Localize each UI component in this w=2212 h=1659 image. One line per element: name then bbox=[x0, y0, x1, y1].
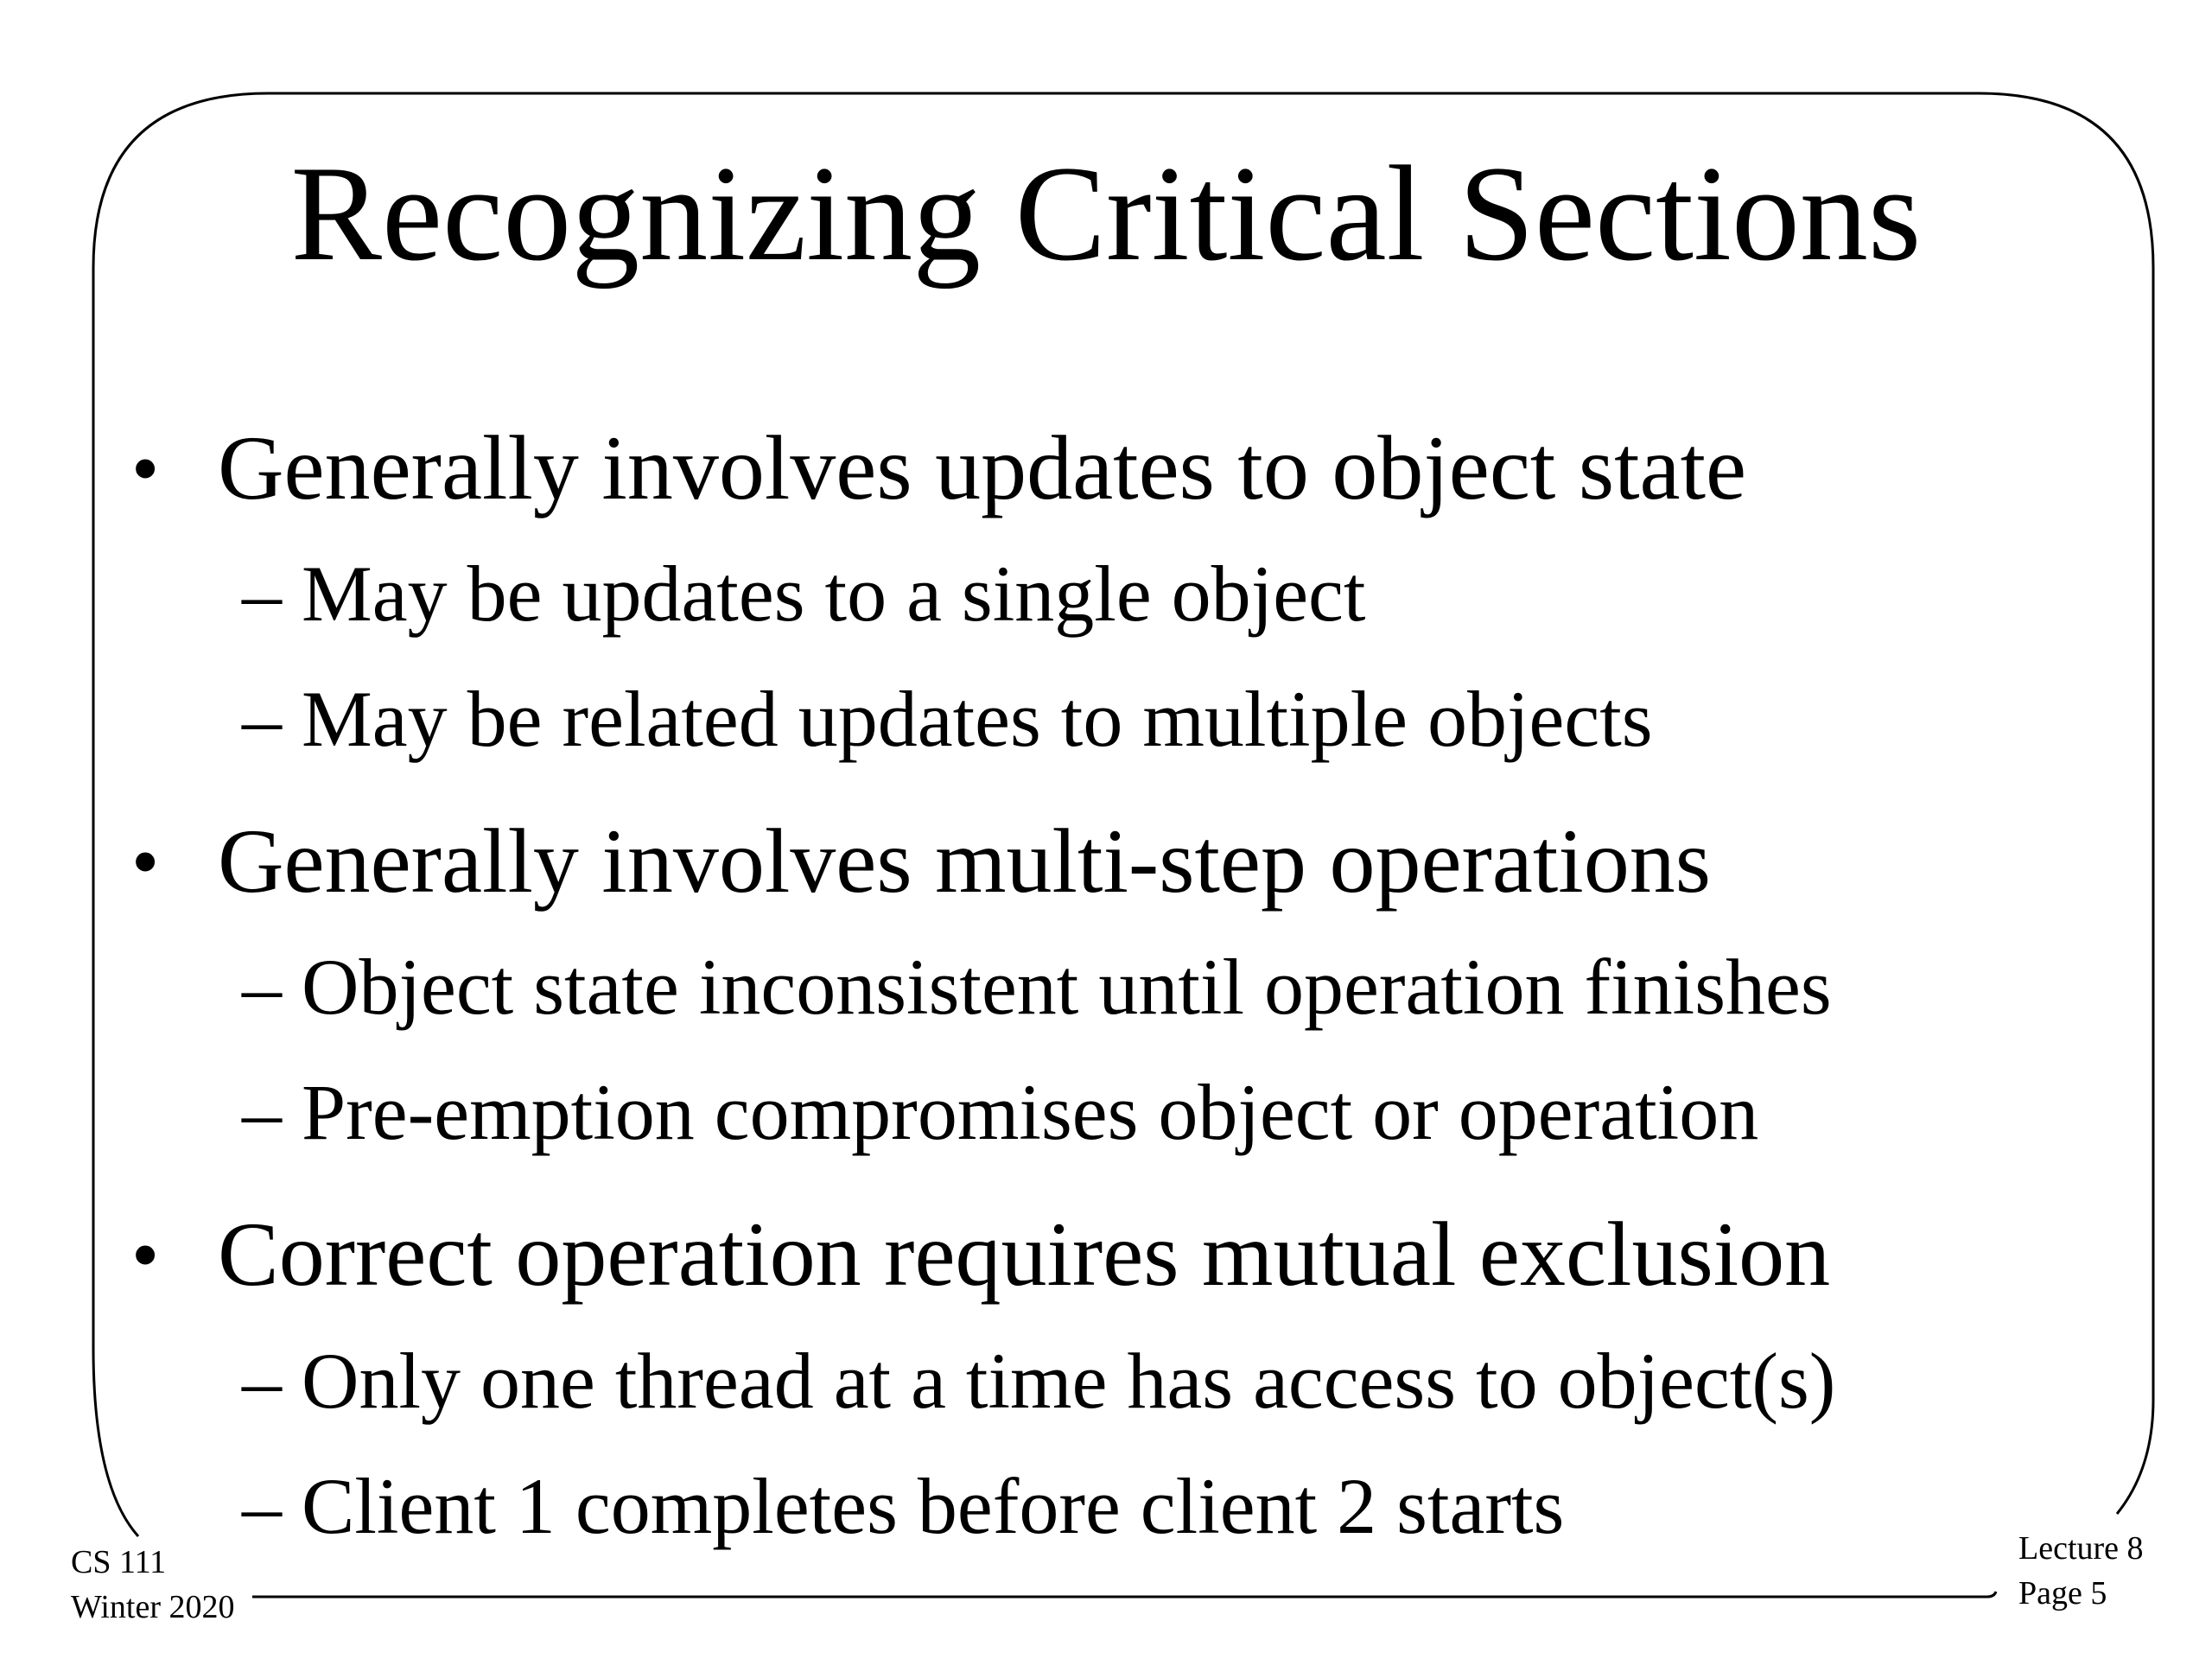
sub-bullet-text: Object state inconsistent until operation finishes bbox=[302, 943, 1832, 1031]
sub-bullet-item bbox=[242, 1459, 1564, 1554]
dash-mark: – bbox=[242, 1462, 282, 1550]
dash-mark: – bbox=[242, 550, 282, 638]
dash-mark: – bbox=[242, 675, 282, 763]
dash-mark: – bbox=[242, 943, 282, 1031]
sub-bullet-item bbox=[242, 1065, 1758, 1160]
footer-course: CS 111 bbox=[71, 1544, 167, 1580]
sub-bullet-item bbox=[242, 939, 1832, 1034]
sub-bullet-text: May be related updates to multiple objects bbox=[302, 675, 1653, 763]
bullet-text: Generally involves updates to object state bbox=[218, 417, 1747, 518]
bullet-mark: • bbox=[131, 1211, 160, 1299]
bullet-mark: • bbox=[131, 817, 160, 906]
sub-bullet-text: Client 1 completes before client 2 starts bbox=[302, 1462, 1565, 1550]
footer-rule bbox=[252, 1592, 1996, 1597]
footer-term: Winter 2020 bbox=[71, 1589, 235, 1625]
bullet-text: Correct operation requires mutual exclusion bbox=[218, 1204, 1831, 1305]
sub-bullet-item bbox=[242, 546, 1365, 641]
bullet-text: Generally involves multi-step operations bbox=[218, 810, 1711, 912]
bullet-mark: • bbox=[131, 424, 160, 512]
sub-bullet-text: Only one thread at a time has access to object(s) bbox=[302, 1337, 1836, 1425]
sub-bullet-item bbox=[242, 1333, 1835, 1428]
footer-lecture: Lecture 8 bbox=[2018, 1530, 2144, 1567]
sub-bullet-item bbox=[242, 671, 1653, 766]
slide-title: Recognizing Critical Sections bbox=[290, 138, 1922, 289]
dash-mark: – bbox=[242, 1068, 282, 1156]
dash-mark: – bbox=[242, 1337, 282, 1425]
footer-page: Page 5 bbox=[2018, 1575, 2107, 1611]
sub-bullet-text: Pre-emption compromises object or operation bbox=[302, 1068, 1759, 1156]
sub-bullet-text: May be updates to a single object bbox=[302, 550, 1366, 638]
